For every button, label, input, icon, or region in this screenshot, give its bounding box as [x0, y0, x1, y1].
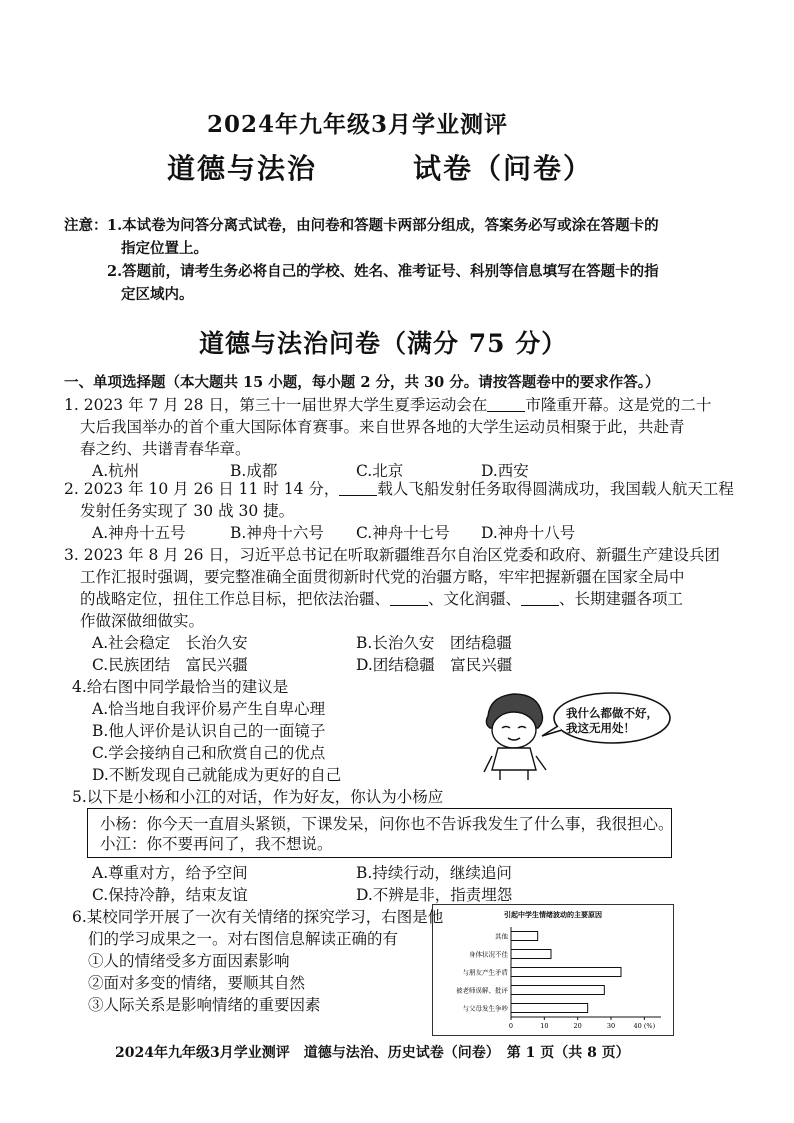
chart-category-label: 与父母发生争吵	[462, 1004, 508, 1013]
q4-option-b: B.他人评价是认识自己的一面镜子	[92, 722, 326, 740]
q3-line3-b: 、文化润疆、	[428, 590, 522, 608]
q2-option-c: C.神舟十七号	[356, 524, 450, 542]
q6-line2: 们的学习成果之一。对右图信息解读正确的有	[88, 930, 399, 948]
speech-bubble-line-2: 我这无用处！	[566, 721, 635, 735]
q2-answer-blank	[339, 479, 377, 496]
exam-title: 2024年九年级3月学业测评	[207, 111, 509, 138]
speech-bubble-tail	[542, 726, 562, 736]
q1-stem-a: 1. 2023 年 7 月 28 日，第三十一届世界大学生夏季运动会在	[64, 396, 488, 414]
notice-item-2: 2.答题前，请考生务必将自己的学校、姓名、准考证号、科别等信息填写在答题卡的指	[107, 263, 659, 280]
chart-x-tick-label: 0	[508, 1022, 514, 1030]
q3-option-b: B.长治久安 团结稳疆	[356, 634, 512, 652]
q3-option-d: D.团结稳疆 富民兴疆	[356, 656, 513, 674]
notice-item-1-cont: 指定位置上。	[121, 240, 208, 257]
q3-line1: 3. 2023 年 8 月 26 日，习近平总书记在听取新疆维吾尔自治区党委和政府、新疆生产建设兵团	[64, 546, 720, 564]
q6-line1: 6.某校同学开展了一次有关情绪的探究学习，右图是他	[72, 908, 444, 926]
q4-option-c: C.学会接纳自己和欣赏自己的优点	[92, 744, 326, 762]
q4-stem: 4.给右图中同学最恰当的建议是	[72, 678, 289, 696]
notice-item-1: 1.本试卷为问答分离式试卷，由问卷和答题卡两部分组成，答案务必写或涂在答题卡的	[107, 217, 659, 234]
notice-label: 注意：	[64, 217, 108, 234]
q1-line3: 春之约、共谱青春华章。	[80, 440, 251, 458]
q2-option-a: A.神舟十五号	[92, 524, 186, 542]
q3-answer-blank-2	[521, 589, 559, 606]
q3-option-a: A.社会稳定 长治久安	[92, 634, 248, 652]
q4-option-a: A.恰当地自我评价易产生自卑心理	[92, 700, 326, 718]
q2-option-b: B.神舟十六号	[230, 524, 324, 542]
q3-option-c: C.民族团结 富民兴疆	[92, 656, 248, 674]
q5-option-c: C.保持冷静，结束友谊	[92, 886, 248, 904]
q1-stem	[64, 394, 711, 416]
q4-option-d: D.不断发现自己就能成为更好的自己	[92, 766, 342, 784]
q3-line3	[80, 588, 683, 610]
q2-stem-a: 2. 2023 年 10 月 26 日 11 时 14 分，	[64, 480, 340, 498]
q3-line2: 工作汇报时强调，要完整准确全面贯彻新时代党的治疆方略，牢牢把握新疆在国家全局中	[80, 568, 685, 586]
q1-option-c: C.北京	[356, 462, 404, 480]
student-figure-icon	[484, 694, 546, 780]
q1-option-b: B.成都	[230, 462, 278, 480]
q2-stem	[64, 478, 734, 500]
q1-option-d: D.西安	[481, 462, 529, 480]
q2-option-d: D.神舟十八号	[481, 524, 576, 542]
q5-option-d: D.不辨是非，指责埋怨	[356, 886, 513, 904]
q2-line2: 发射任务实现了 30 战 30 捷。	[80, 502, 295, 520]
chart-bar	[511, 986, 604, 995]
section-title: 道德与法治问卷（满分 75 分）	[199, 329, 568, 358]
q3-line4: 作做深做细做实。	[80, 612, 205, 630]
q5-stem: 5.以下是小杨和小江的对话，作为好友，你认为小杨应	[72, 788, 444, 806]
q6-item-3: ③人际关系是影响情绪的重要因素	[88, 996, 321, 1014]
emotion-causes-chart-svg	[433, 905, 673, 1035]
chart-x-tick-label: 30	[606, 1022, 616, 1030]
chart-category-label: 与朋友产生矛盾	[462, 968, 508, 977]
chart-category-label: 其他	[495, 932, 508, 941]
q5-option-b: B.持续行动，继续追问	[356, 864, 512, 882]
q5-dialog-xiaojiang: 小江：你不要再问了，我不想说。	[100, 835, 333, 853]
notice-item-2-cont: 定区域内。	[121, 286, 194, 303]
chart-bar	[511, 932, 538, 941]
subject-title: 道德与法治	[167, 152, 318, 185]
part1-heading: 一、单项选择题（本大题共 15 小题，每小题 2 分，共 30 分。请按答题卷中的要求作答。）	[64, 374, 660, 391]
q1-answer-blank	[487, 395, 525, 412]
chart-category-label: 身体状况不佳	[469, 950, 508, 959]
q6-item-2: ②面对多变的情绪，要顺其自然	[88, 974, 306, 992]
chart-bar	[511, 1004, 588, 1013]
q3-line3-c: 、长期建疆各项工	[559, 590, 684, 608]
speech-bubble-line-1: 我什么都做不好，	[566, 706, 658, 720]
q6-item-1: ①人的情绪受多方面因素影响	[88, 952, 290, 970]
chart-x-tick-label: 20	[573, 1022, 582, 1030]
q5-option-a: A.尊重对方，给予空间	[92, 864, 248, 882]
chart-x-tick-label: 40 (%)	[633, 1022, 656, 1030]
page-footer: 2024年九年级3月学业测评 道德与法治、历史试卷（问卷） 第 1 页（共 8 页）	[115, 1045, 630, 1061]
q1-line2: 大后我国举办的首个重大国际体育赛事。来自世界各地的大学生运动员相聚于此，共赴青	[80, 418, 685, 436]
q5-dialog-xiaoyang: 小杨：你今天一直眉头紧锁，下课发呆，问你也不告诉我发生了什么事，我很担心。	[100, 815, 674, 833]
chart-category-label: 被老师误解、批评	[456, 986, 508, 995]
paper-type: 试卷（问卷）	[413, 152, 594, 185]
q3-answer-blank-1	[390, 589, 428, 606]
chart-title: 引起中学生情绪波动的主要原因	[504, 910, 602, 919]
chart-bar	[511, 968, 621, 977]
chart-bar	[511, 950, 551, 959]
q1-option-a: A.杭州	[92, 462, 140, 480]
q1-stem-b: 市隆重开幕。这是党的二十	[525, 396, 712, 414]
chart-x-tick-label: 10	[540, 1022, 549, 1030]
q3-line3-a: 的战略定位，扭住工作总目标，把依法治疆、	[80, 590, 391, 608]
q2-stem-b: 载人飞船发射任务取得圆满成功，我国载人航天工程	[377, 480, 734, 498]
emotion-causes-chart	[432, 904, 674, 1036]
